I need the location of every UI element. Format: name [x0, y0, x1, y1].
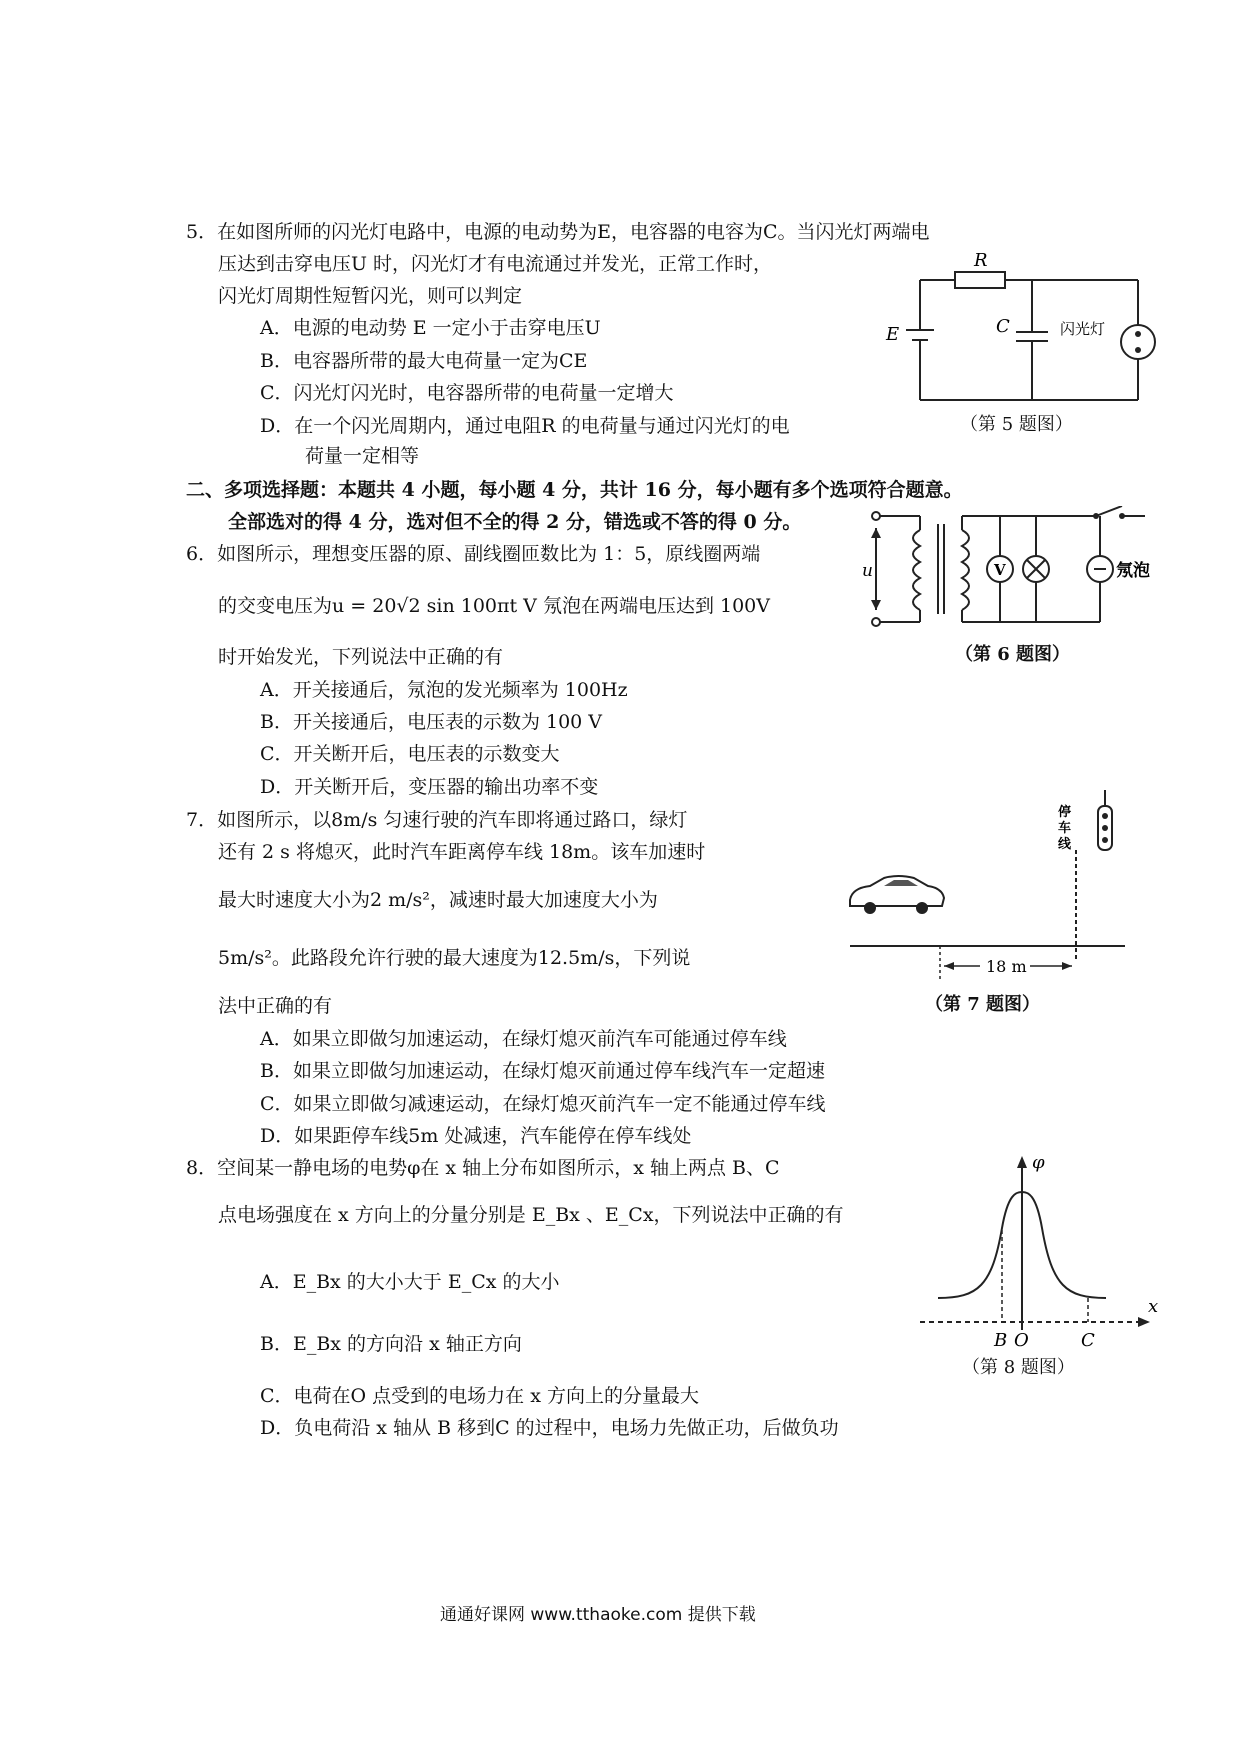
q6-option-c: C．开关断开后，电压表的示数变大	[260, 743, 560, 765]
q7-line3: 最大时速度大小为2 m/s²，减速时最大加速度大小为	[218, 889, 658, 911]
q8-option-a: A．E_Bx 的大小大于 E_Cx 的大小	[260, 1271, 560, 1293]
q6-option-d: D．开关断开后，变压器的输出功率不变	[260, 776, 599, 798]
q7-figure-caption: （第 7 题图）	[925, 994, 1041, 1015]
q7-fig-label-distance: 18 m	[986, 957, 1027, 976]
q8-option-b: B．E_Bx 的方向沿 x 轴正方向	[260, 1333, 522, 1355]
q7-line5: 法中正确的有	[218, 995, 333, 1017]
section2-heading-line1: 二、多项选择题：本题共 4 小题，每小题 4 分，共计 16 分，每小题有多个选项符合题意。	[186, 479, 963, 501]
svg-text:V: V	[994, 561, 1006, 579]
q5-option-d-line2: 荷量一定相等	[305, 445, 420, 467]
q5-figure-caption: （第 5 题图）	[960, 414, 1073, 435]
q5-fig-label-r: R	[974, 250, 988, 271]
q5-line3: 闪光灯周期性短暂闪光，则可以判定	[218, 285, 523, 307]
q8-line2: 点电场强度在 x 方向上的分量分别是 E_Bx 、E_Cx，下列说法中正确的有	[218, 1204, 844, 1226]
car-icon	[850, 876, 944, 914]
q8-line1: 8．空间某一静电场的电势φ在 x 轴上分布如图所示，x 轴上两点 B、C	[186, 1157, 780, 1179]
q7-option-a: A．如果立即做匀加速运动，在绿灯熄灭前汽车可能通过停车线	[260, 1028, 787, 1050]
q8-potential-graph	[910, 1150, 1170, 1380]
q6-line1: 6．如图所示，理想变压器的原、副线圈匝数比为 1：5，原线圈两端	[186, 543, 761, 565]
q5-fig-label-lamp: 闪光灯	[1060, 320, 1106, 338]
q8-option-d: D．负电荷沿 x 轴从 B 移到C 的过程中，电场力先做正功，后做负功	[260, 1417, 839, 1439]
section2-heading-line2: 全部选对的得 4 分，选对但不全的得 2 分，错选或不答的得 0 分。	[228, 511, 802, 533]
q7-line1: 7．如图所示，以8m/s 匀速行驶的汽车即将通过路口，绿灯	[186, 809, 688, 831]
q5-fig-label-c: C	[996, 316, 1010, 337]
q6-line3: 时开始发光，下列说法中正确的有	[218, 646, 504, 668]
q6-line2: 的交变电压为u = 20√2 sin 100πt V 氖泡在两端电压达到 100V	[218, 595, 770, 617]
q7-line2: 还有 2 s 将熄灭，此时汽车距离停车线 18m。该车加速时	[218, 841, 706, 863]
q8-fig-label-phi: φ	[1032, 1152, 1045, 1173]
q5-option-a: A．电源的电动势 E 一定小于击穿电压U	[260, 317, 601, 339]
q7-fig-label-stop-3: 线	[1058, 837, 1072, 852]
q8-option-c: C．电荷在O 点受到的电场力在 x 方向上的分量最大	[260, 1385, 699, 1407]
q7-fig-label-stop-1: 停	[1058, 805, 1072, 820]
q8-fig-label-c: C	[1081, 1330, 1095, 1351]
q7-road-figure	[840, 790, 1140, 980]
q7-option-d: D．如果距停车线5m 处减速，汽车能停在停车线处	[260, 1125, 692, 1147]
q6-option-a: A．开关接通后，氖泡的发光频率为 100Hz	[260, 679, 628, 701]
q5-line1: 5．在如图所师的闪光灯电路中，电源的电动势为E，电容器的电容为C。当闪光灯两端电	[186, 221, 930, 243]
q6-transformer-figure	[860, 506, 1160, 636]
q8-figure-caption: （第 8 题图）	[962, 1357, 1075, 1378]
q6-fig-label-neon: 氖泡	[1116, 561, 1150, 581]
flash-lamp-icon	[1121, 325, 1155, 359]
q7-line4: 5m/s²。此路段允许行驶的最大速度为12.5m/s，下列说	[218, 947, 691, 969]
q5-option-b: B．电容器所带的最大电荷量一定为CE	[260, 350, 588, 372]
q5-line2: 压达到击穿电压U 时，闪光灯才有电流通过并发光，正常工作时，	[218, 253, 773, 275]
q5-option-c: C．闪光灯闪光时，电容器所带的电荷量一定增大	[260, 382, 674, 404]
q5-option-d-line1: D．在一个闪光周期内，通过电阻R 的电荷量与通过闪光灯的电	[260, 415, 790, 437]
q6-option-b: B．开关接通后，电压表的示数为 100 V	[260, 711, 603, 733]
q6-fig-label-u: u	[862, 561, 873, 581]
q8-fig-label-b: B	[994, 1330, 1008, 1351]
footer-text: 通通好课网 www.tthaoke.com 提供下载	[440, 1605, 756, 1625]
q8-fig-label-x: x	[1148, 1296, 1159, 1317]
q7-option-c: C．如果立即做匀减速运动，在绿灯熄灭前汽车一定不能通过停车线	[260, 1093, 826, 1115]
q6-figure-caption: （第 6 题图）	[955, 644, 1071, 665]
q7-option-b: B．如果立即做匀加速运动，在绿灯熄灭前通过停车线汽车一定超速	[260, 1060, 825, 1082]
q5-fig-label-e: E	[886, 324, 900, 345]
q7-fig-label-stop-2: 车	[1058, 821, 1072, 836]
q8-fig-label-o: O	[1014, 1330, 1029, 1351]
